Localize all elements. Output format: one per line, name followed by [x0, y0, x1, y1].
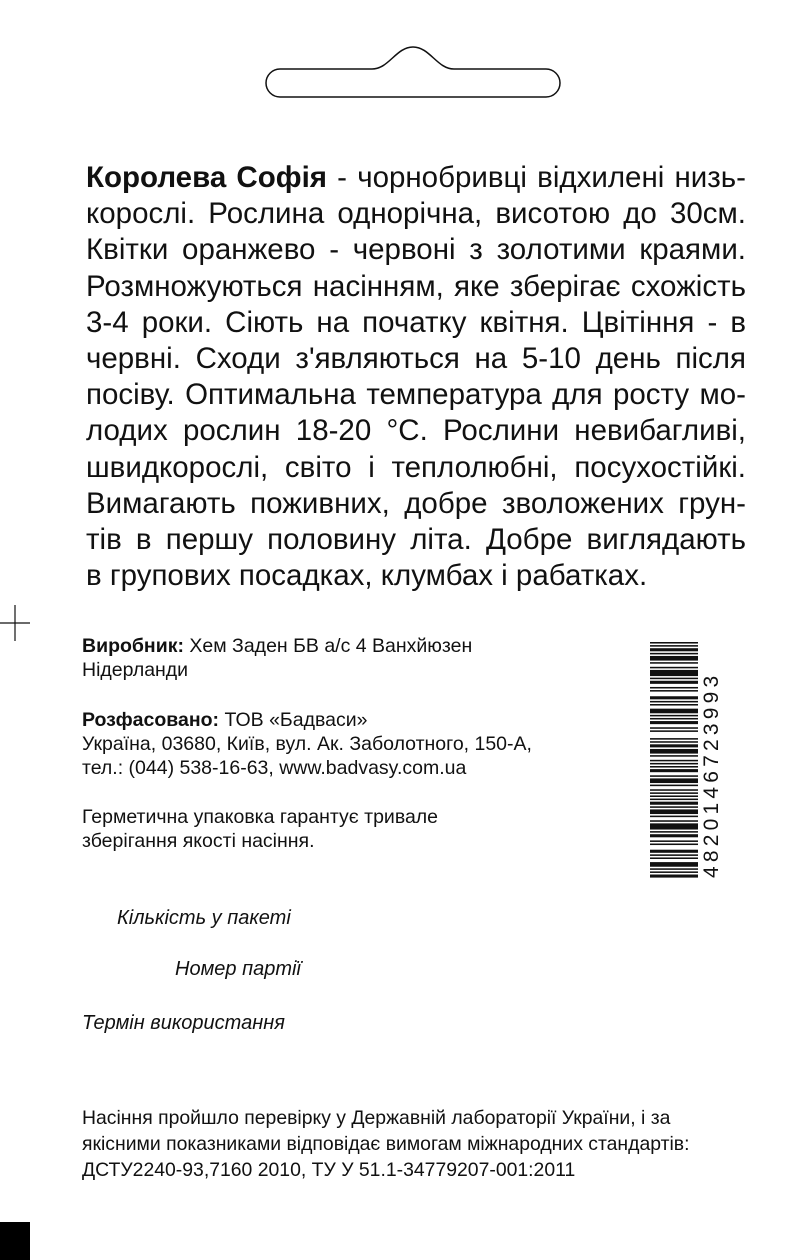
- barcode-bar: [650, 799, 698, 801]
- barcode-bar: [650, 696, 698, 699]
- description-line-12: в групових посадках, клумбах і рабатках.: [86, 559, 648, 593]
- description-line-8: лодих рослин 18-20 °С. Рослини невибагливі,: [86, 414, 746, 448]
- barcode-bar: [650, 704, 698, 706]
- variety-name: Королева Софія: [86, 161, 327, 194]
- barcode-bar: [650, 775, 698, 777]
- description-line-11: тів в першу половину літа. Добре виглядають: [86, 523, 746, 557]
- barcode-bar: [650, 741, 698, 743]
- barcode-bar: [650, 862, 698, 867]
- description-line-9: швидкорослі, світо і теплолюбні, посухостійкі.: [86, 450, 746, 484]
- barcode-bar: [650, 718, 698, 720]
- barcode-bar: [650, 802, 698, 805]
- barcode-bar: [650, 656, 698, 661]
- barcode-bar: [650, 681, 698, 684]
- description-line-10: Вимагають поживних, добре зволожених грун-: [86, 486, 746, 520]
- hang-hole-outline: [254, 43, 572, 101]
- barcode-bar: [650, 662, 698, 664]
- barcode-bar: [650, 749, 698, 754]
- barcode-bar: [650, 769, 698, 772]
- batch-number-label: Номер партії: [175, 958, 301, 980]
- description-line-6: червні. Сходи з'являються на 5-10 день після: [86, 342, 746, 376]
- barcode-bar: [650, 730, 698, 732]
- barcode-bar: [650, 854, 698, 856]
- description-line-5: 3-4 роки. Сіють на початку квітня. Цвітіння - в: [86, 305, 746, 339]
- barcode-bar: [650, 766, 698, 768]
- barcode-bar: [650, 816, 698, 818]
- barcode-bar: [650, 738, 698, 740]
- seal-note: Герметична упаковка гарантує тривале зберігання якості насіння.: [82, 806, 439, 852]
- registration-block: [0, 1222, 30, 1260]
- barcode-bar: [650, 709, 698, 714]
- manufacturer-country: Нідерланди: [82, 659, 189, 681]
- barcode-bar: [650, 763, 698, 765]
- barcode-bar: [650, 701, 698, 703]
- barcode-bar: [650, 850, 698, 853]
- barcode-bar: [650, 795, 698, 797]
- expiry-term-label: Термін використання: [82, 1012, 285, 1034]
- barcode-bars: [650, 642, 698, 878]
- manufacturer-label: Виробник:: [82, 635, 184, 657]
- barcode-bar: [650, 840, 698, 842]
- barcode-bar: [650, 648, 698, 651]
- barcode-bar: [650, 809, 698, 814]
- barcode-bar: [650, 687, 698, 689]
- barcode-digits: 4820146723993: [700, 671, 723, 878]
- barcode-bar: [650, 715, 698, 717]
- barcode-bar: [650, 760, 698, 762]
- barcode-bar: [650, 868, 698, 870]
- packer-address: Україна, 03680, Київ, вул. Ак. Заболотного, 150-А,: [82, 733, 532, 755]
- manufacturer-info: [82, 634, 622, 682]
- description-line-1: Королева Софія - чорнобривці відхилені низь-: [86, 161, 746, 194]
- barcode-bar: [650, 834, 698, 837]
- barcode-bar: [650, 642, 698, 644]
- packer-info: [82, 708, 622, 780]
- barcode-bar: [650, 806, 698, 808]
- variety-description: [86, 160, 746, 594]
- description-line-2: корослі. Рослина однорічна, висотою до 30см.: [86, 197, 746, 231]
- certification-note: Насіння пройшло перевірку у Державній лабораторії України, і за якісними показниками відповідає вимогам міжнародних стандартів: ДСТУ2240-93,7160 2010, ТУ У 51.1-34779207-001:2011: [82, 1107, 690, 1181]
- manufacturer-name: Хем Заден БВ а/с 4 Ванхйюзен: [183, 635, 473, 657]
- barcode-bar: [650, 653, 698, 655]
- barcode-bar: [650, 744, 698, 747]
- barcode-bar: [650, 678, 698, 680]
- barcode-bar: [650, 690, 698, 692]
- barcode-bar: [650, 857, 698, 859]
- description-line-4: Розмножуються насінням, яке зберігає схожість: [86, 269, 746, 303]
- barcode-bar: [650, 721, 698, 724]
- barcode-bar: [650, 789, 698, 791]
- description-line-3: Квітки оранжево - червоні з золотими краями.: [86, 233, 746, 267]
- packer-name: ТОВ «Бадваси»: [219, 709, 368, 731]
- crop-mark-icon: [0, 603, 30, 643]
- description-line-7: посіву. Оптимальна температура для росту мо-: [86, 378, 746, 412]
- barcode-bar: [650, 831, 698, 833]
- barcode-bar: [650, 727, 698, 729]
- barcode-bar: [650, 778, 698, 783]
- barcode-bar: [650, 785, 698, 787]
- barcode-bar: [650, 667, 698, 669]
- packer-label: Розфасовано:: [82, 709, 220, 731]
- quantity-label: Кількість у пакеті: [117, 907, 291, 929]
- barcode-bar: [650, 823, 698, 829]
- barcode-bar: [650, 670, 698, 676]
- barcode-bar: [650, 755, 698, 757]
- barcode-bar: [650, 844, 698, 846]
- barcode-bar: [650, 792, 698, 794]
- barcode-bar: [650, 875, 698, 878]
- barcode-bar: [650, 645, 698, 647]
- barcode-bar: [650, 871, 698, 873]
- packer-contacts: тел.: (044) 538-16-63, www.badvasy.com.ua: [82, 757, 467, 779]
- barcode-bar: [650, 820, 698, 822]
